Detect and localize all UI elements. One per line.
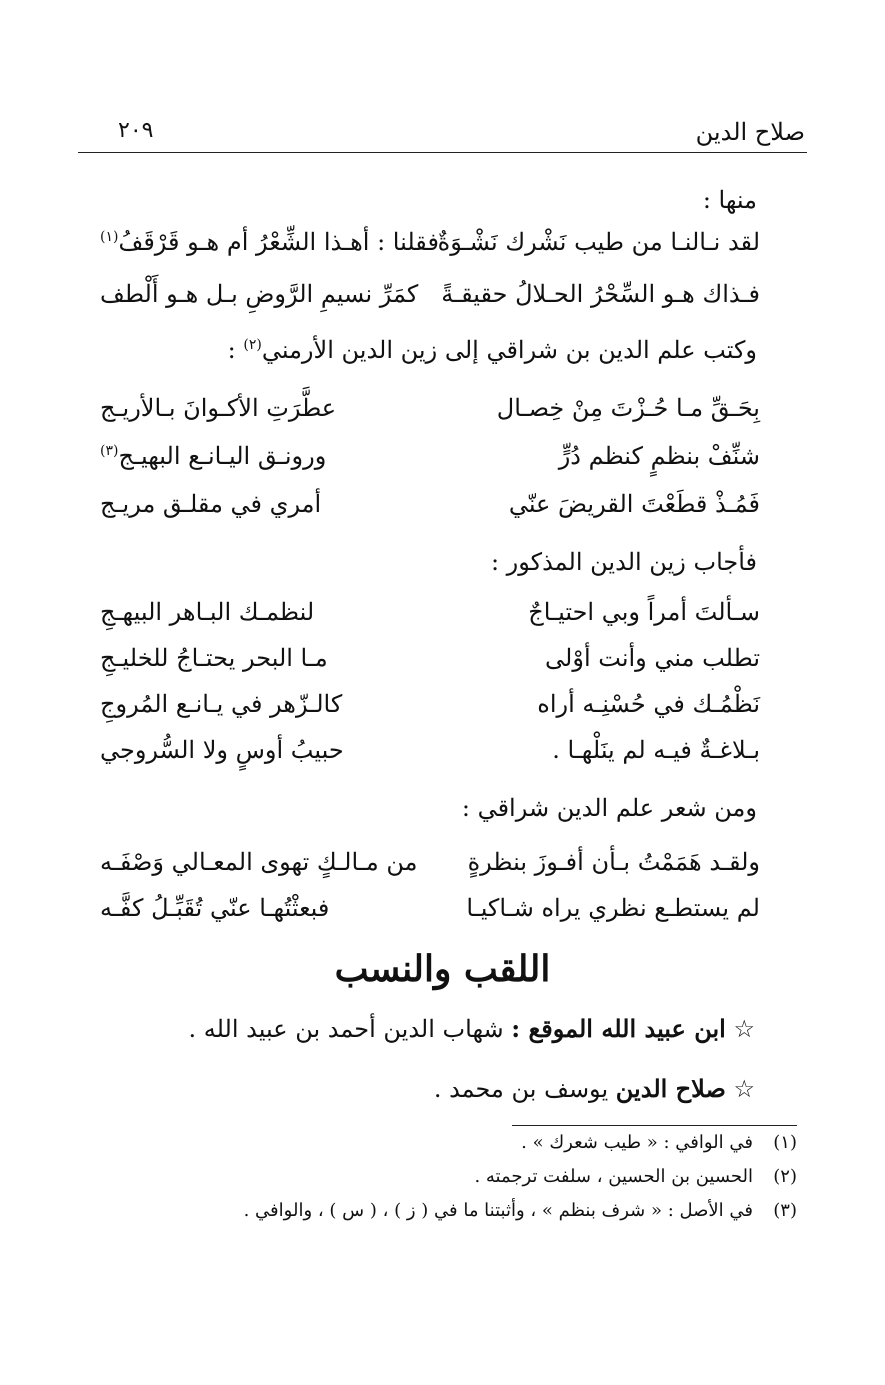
footnote-text: في الأصل : « شرف بنظم » ، وأثبتنا ما في ( ز ) ، ( س ) ، والوافي . <box>243 1200 753 1221</box>
verse-first-hemistich: سـألتَ أمراً وبي احتيـاجٌ <box>528 598 760 626</box>
poem-3-verse-4 <box>100 736 760 780</box>
verse-first-hemistich: ولقـد هَمَمْتُ بـأن أفـوزَ بنظرةٍ <box>467 848 760 876</box>
footnote-ref: (٣) <box>100 443 119 459</box>
verse-first-hemistich: لم يستطـع نظري يراه شـاكيـا <box>466 894 760 922</box>
footnote-3 <box>244 1200 797 1221</box>
running-title: صلاح الدين <box>695 118 805 146</box>
footnote-number: (٢) <box>773 1166 797 1187</box>
poem-3-verse-2 <box>100 644 760 688</box>
entry-text: يوسف بن محمد . <box>433 1075 616 1103</box>
intro-tail: : <box>227 336 244 364</box>
verse-second-hemistich: لنظمـك البـاهر البيهـجِ <box>100 598 315 626</box>
verse-first-hemistich: شنِّفْ بنظمٍ كنظم دُرٍّ <box>558 442 760 470</box>
hemistich-text: ورونـق اليـانـع البهيـج <box>118 442 327 470</box>
poem-3-verse-1 <box>100 598 760 642</box>
entry-text: شهاب الدين أحمد بن عبيد الله . <box>188 1015 512 1043</box>
verse-second-hemistich <box>100 228 439 256</box>
poem-2-verse-1 <box>100 394 760 438</box>
verse-first-hemistich: بِحَـقِّ مـا حُـزْتَ مِنْ خِصـال <box>496 394 760 422</box>
footnote-divider <box>512 1125 797 1126</box>
poem-4-verse-1 <box>100 848 760 892</box>
page-number: ٢٠٩ <box>118 118 154 143</box>
verse-second-hemistich: فبعثْتُهـا عنّي تُقَبِّـلُ كفَّـه <box>100 894 330 922</box>
poem-1-verse-2 <box>100 280 760 324</box>
verse-first-hemistich: لقد نـالنـا من طيب نَشْرك نَشْـوَةٌ <box>437 228 760 256</box>
entry-name: ابن عبيد الله الموقع : <box>511 1014 726 1043</box>
section-title: اللقب والنسب <box>334 948 551 990</box>
hemistich-text: فقلنا : أهـذا الشِّعْرُ أم هـو قَرْقَفُ <box>118 228 439 256</box>
poem-2-verse-2 <box>100 442 760 486</box>
footnote-number: (٣) <box>773 1200 797 1221</box>
verse-first-hemistich: نَظْمُـك في حُسْنِـه أراه <box>537 690 760 718</box>
verse-second-hemistich: حبيبُ أوسٍ ولا السُّروجي <box>100 736 344 764</box>
footnote-text: في الوافي : « طيب شعرك » . <box>521 1132 753 1153</box>
verse-second-hemistich: كمَرِّ نسيمِ الرَّوضِ بـل هـو أَلْطف <box>100 280 419 308</box>
poem-2-verse-3 <box>100 490 760 534</box>
footnote-ref: (٢) <box>243 337 262 353</box>
running-header <box>78 112 807 153</box>
star-icon: ☆ <box>733 1075 755 1103</box>
verse-second-hemistich: أمري في مقلـق مريـج <box>100 490 322 518</box>
footnote-1 <box>521 1132 797 1153</box>
intro-line-1: منها : <box>702 186 757 214</box>
entry-1 <box>188 1014 755 1043</box>
verse-second-hemistich <box>100 442 326 470</box>
verse-second-hemistich: عطَّرَتِ الأكـوانَ بـالأريـج <box>100 394 337 422</box>
verse-first-hemistich: فـذاك هـو السِّحْرُ الحـلالُ حقيقـةً <box>441 280 760 308</box>
poem-3-verse-3 <box>100 690 760 734</box>
footnote-text: الحسين بن الحسين ، سلفت ترجمته . <box>474 1166 753 1187</box>
intro-line-3: فأجاب زين الدين المذكور : <box>490 548 757 576</box>
verse-first-hemistich: بـلاغـةٌ فيـه لم ينَلْهـا . <box>552 736 760 764</box>
footnote-ref: (١) <box>100 229 119 245</box>
verse-second-hemistich: مـا البحر يحتـاجُ للخليـجِ <box>100 644 328 672</box>
intro-line-2 <box>228 336 757 364</box>
entry-name: صلاح الدين <box>615 1074 726 1103</box>
poem-4-verse-2 <box>100 894 760 938</box>
verse-first-hemistich: فَمُـذْ قطَعْتَ القريضَ عنّي <box>508 490 760 518</box>
intro-text: وكتب علم الدين بن شراقي إلى زين الدين الأرمني <box>261 336 757 364</box>
star-icon: ☆ <box>733 1015 755 1043</box>
verse-second-hemistich: كالـزّهر في يـانـع المُروجِ <box>100 690 343 718</box>
verse-first-hemistich: تطلب مني وأنت أوْلى <box>545 644 760 672</box>
poem-1-verse-1 <box>100 228 760 272</box>
intro-line-4: ومن شعر علم الدين شراقي : <box>461 794 757 822</box>
verse-second-hemistich: من مـالـكٍ تهوى المعـالي وَصْفَـه <box>100 848 418 876</box>
footnote-number: (١) <box>773 1132 797 1153</box>
entry-2 <box>434 1074 755 1103</box>
footnote-2 <box>474 1166 797 1187</box>
